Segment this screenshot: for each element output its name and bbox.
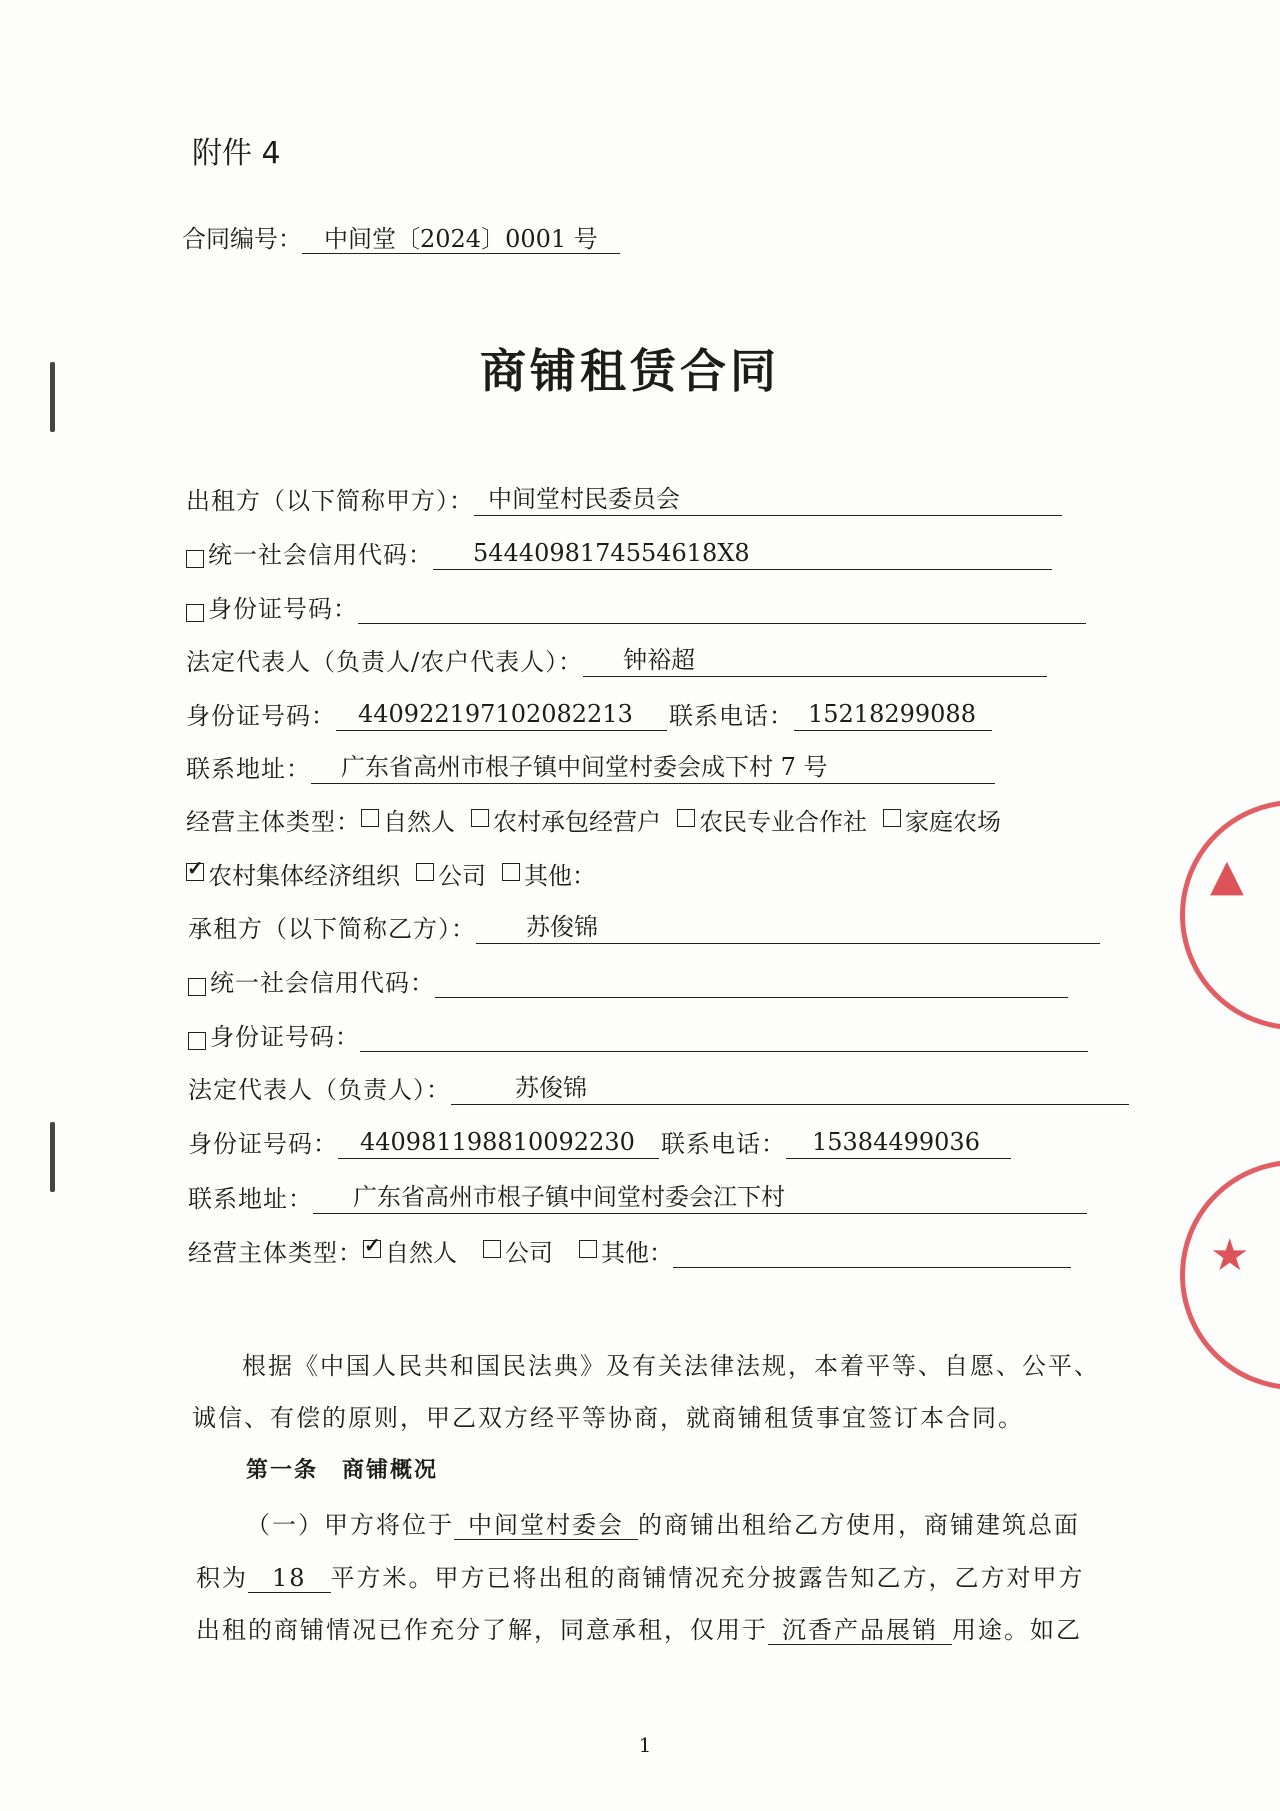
type-option-label: 农民专业合作社 <box>699 808 867 836</box>
type-option[interactable] <box>416 856 486 891</box>
lessee-id-label: 身份证号码： <box>188 1130 338 1158</box>
lessee-idno-row <box>188 1018 1088 1052</box>
checkbox[interactable] <box>677 809 695 827</box>
lessor-addr-label: 联系地址： <box>186 755 311 783</box>
type-option[interactable] <box>502 856 596 891</box>
contract-number <box>182 219 620 254</box>
type-option-label: 公司 <box>438 862 486 890</box>
checkbox[interactable] <box>361 809 379 827</box>
clause-text: 积为 <box>196 1564 248 1592</box>
lessor-type-label: 经营主体类型： <box>186 808 361 836</box>
type-option[interactable] <box>471 802 661 837</box>
lessee-addr-label: 联系地址： <box>188 1185 313 1213</box>
type-option[interactable] <box>186 856 400 891</box>
type-option-label: 自然人 <box>383 808 455 836</box>
clause-line-2 <box>196 1553 1085 1603</box>
checkbox[interactable] <box>186 604 204 622</box>
lessor-credit-row <box>186 536 1052 570</box>
lessee-name-field[interactable]: 苏俊锦 <box>476 912 1100 944</box>
type-option[interactable] <box>579 1233 673 1268</box>
lessor-phone-field[interactable]: 15218299088 <box>794 699 992 731</box>
lessor-name-row <box>186 482 1062 516</box>
lessor-addr-field[interactable]: 广东省高州市根子镇中间堂村委会成下村 7 号 <box>311 752 995 784</box>
checkbox[interactable] <box>416 863 434 881</box>
lessor-credit-field[interactable]: 5444098174554618X8 <box>433 538 1052 570</box>
lessee-credit-label: 统一社会信用代码： <box>210 969 435 997</box>
lessee-type-label: 经营主体类型： <box>188 1239 363 1267</box>
type-option[interactable] <box>361 802 455 837</box>
intro-line-2: 诚信、有偿的原则，甲乙双方经平等协商，就商铺租赁事宜签订本合同。 <box>192 1404 1024 1432</box>
lessee-rep-field[interactable]: 苏俊锦 <box>451 1073 1129 1105</box>
checkbox-checked[interactable] <box>363 1240 381 1258</box>
lessee-phone-label: 联系电话： <box>661 1130 786 1158</box>
contract-number-value: 中间堂〔2024〕0001 号 <box>302 225 620 254</box>
type-option[interactable] <box>483 1233 553 1268</box>
lessee-credit-field[interactable] <box>435 966 1068 998</box>
lessor-type-row <box>186 803 1017 837</box>
checkbox[interactable] <box>579 1240 597 1258</box>
lessee-rep-label: 法定代表人（负责人）： <box>188 1076 451 1104</box>
type-option-label: 农村集体经济组织 <box>208 862 400 890</box>
checkbox[interactable] <box>186 550 204 568</box>
clause-text: 的商铺出租给乙方使用，商铺建筑总面 <box>638 1511 1080 1539</box>
checkbox[interactable] <box>188 1032 206 1050</box>
lessor-phone-label: 联系电话： <box>669 702 794 730</box>
checkbox[interactable] <box>188 978 206 996</box>
lessor-idno-label: 身份证号码： <box>208 595 358 623</box>
lessor-addr-row <box>186 750 995 784</box>
attachment-label: 附件 4 <box>192 136 281 171</box>
binding-staple <box>50 1122 55 1192</box>
lessee-name-label: 承租方（以下简称乙方）： <box>188 915 476 943</box>
clause-text: 平方米。甲方已将出租的商铺情况充分披露告知乙方，乙方对甲方 <box>330 1564 1085 1592</box>
lessor-id-row <box>186 697 992 731</box>
shop-location-field[interactable]: 中间堂村委会 <box>454 1511 638 1540</box>
lessee-id-row <box>188 1125 1011 1159</box>
type-option-label: 公司 <box>505 1239 553 1267</box>
clause-text: （一）甲方将位于 <box>246 1511 454 1539</box>
lessor-rep-row <box>186 643 1047 677</box>
lessor-name-field[interactable]: 中间堂村民委员会 <box>474 484 1062 516</box>
lessor-rep-label: 法定代表人（负责人/农户代表人）： <box>186 648 584 676</box>
official-seal <box>1180 800 1280 1030</box>
lessor-name-label: 出租方（以下简称甲方）： <box>186 487 474 515</box>
intro-line-1: 根据《中国人民共和国民法典》及有关法律法规，本着平等、自愿、公平、 <box>242 1352 1100 1380</box>
seal-mark: ★ <box>1210 1230 1250 1281</box>
lessee-addr-row <box>188 1180 1087 1214</box>
lessor-type-row2 <box>186 857 612 891</box>
lessee-addr-field[interactable]: 广东省高州市根子镇中间堂村委会江下村 <box>313 1182 1087 1214</box>
lessor-id-field[interactable]: 440922197102082213 <box>336 699 667 731</box>
clause-line-1 <box>246 1500 1080 1550</box>
lessor-rep-field[interactable]: 钟裕超 <box>583 645 1047 677</box>
type-option-label: 其他： <box>601 1239 673 1267</box>
lessee-id-field[interactable]: 440981198810092230 <box>338 1127 659 1159</box>
lessee-idno-field[interactable] <box>360 1020 1088 1052</box>
page-number: 1 <box>638 1733 652 1757</box>
seal-mark: ▲ <box>1210 850 1244 901</box>
clause-text: 用途。如乙 <box>952 1616 1082 1644</box>
type-option-label: 家庭农场 <box>905 808 1001 836</box>
type-option[interactable] <box>363 1233 457 1268</box>
type-option-label: 自然人 <box>385 1239 457 1267</box>
clause-line-3 <box>196 1605 1082 1655</box>
checkbox[interactable] <box>471 809 489 827</box>
lessor-idno-row <box>186 590 1086 624</box>
lessee-type-other-field[interactable] <box>673 1236 1071 1268</box>
contract-number-label: 合同编号： <box>182 225 302 253</box>
shop-use-field[interactable]: 沉香产品展销 <box>768 1616 952 1645</box>
type-option[interactable] <box>677 802 867 837</box>
document-title: 商铺租赁合同 <box>480 344 780 398</box>
type-option[interactable] <box>883 802 1001 837</box>
lessee-credit-row <box>188 964 1068 998</box>
checkbox[interactable] <box>483 1240 501 1258</box>
lessee-phone-field[interactable]: 15384499036 <box>786 1127 1011 1159</box>
lessee-name-row <box>188 910 1100 944</box>
lessor-id-label: 身份证号码： <box>186 702 336 730</box>
lessor-credit-label: 统一社会信用代码： <box>208 541 433 569</box>
section-heading-1: 第一条 商铺概况 <box>246 1458 439 1483</box>
checkbox[interactable] <box>502 863 520 881</box>
clause-text: 出租的商铺情况已作充分了解，同意承租，仅用于 <box>196 1616 768 1644</box>
lessor-idno-field[interactable] <box>358 592 1086 624</box>
checkbox[interactable] <box>883 809 901 827</box>
checkbox-checked[interactable] <box>186 863 204 881</box>
type-option-label: 农村承包经营户 <box>493 808 661 836</box>
lessee-rep-row <box>188 1071 1129 1105</box>
lessee-type-row <box>188 1234 1071 1268</box>
type-option-label: 其他： <box>524 862 596 890</box>
lessee-idno-label: 身份证号码： <box>210 1023 360 1051</box>
shop-area-field[interactable]: 18 <box>248 1564 331 1593</box>
